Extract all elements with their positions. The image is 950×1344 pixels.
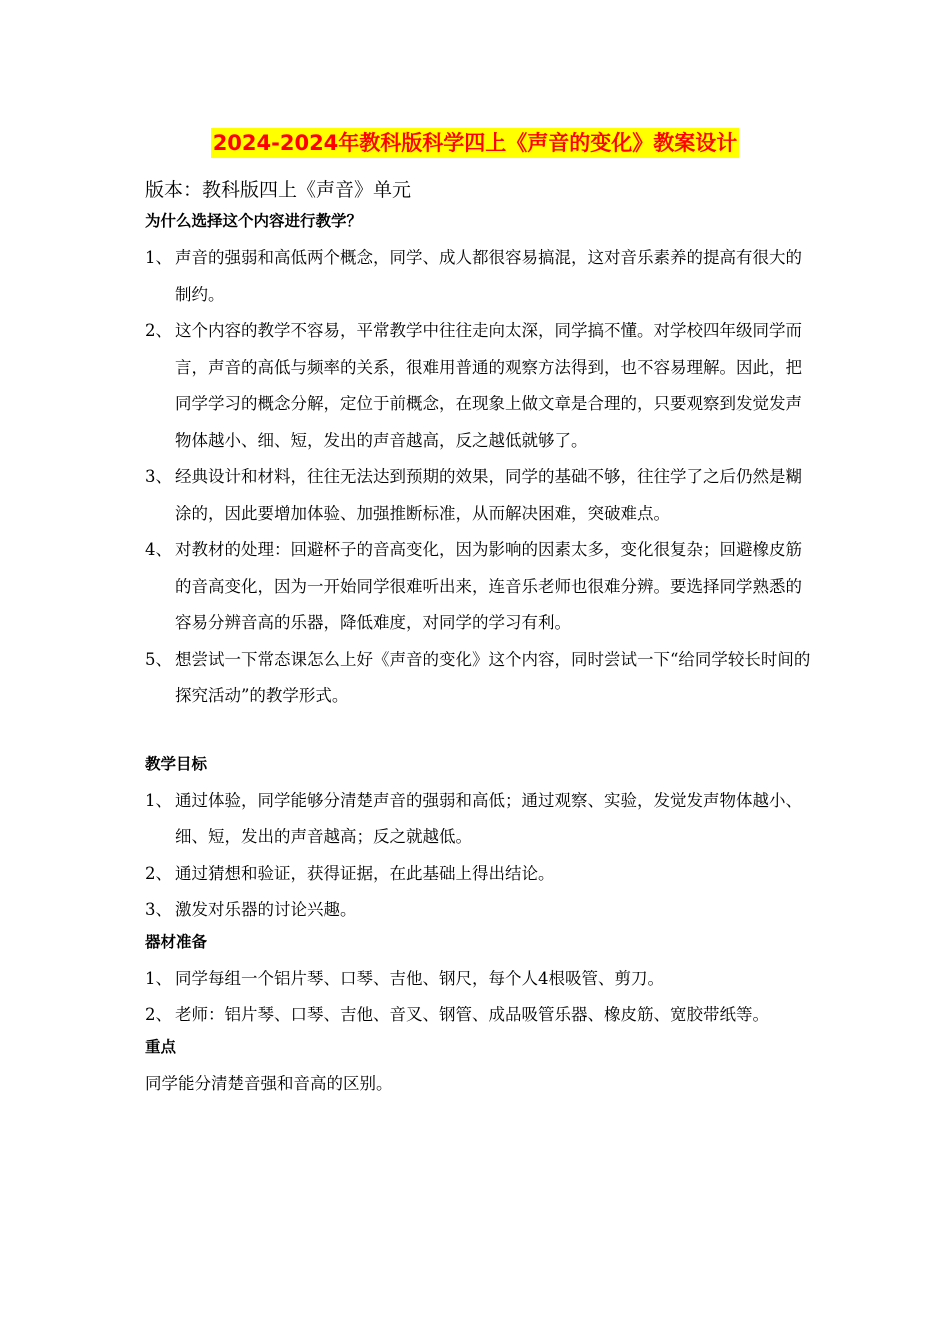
section-heading-goals: 教学目标 [145,754,208,773]
item-text: 激发对乐器的讨论兴趣。 [175,900,357,919]
blank-line [145,715,815,751]
item-text: 通过体验，同学能够分清楚声音的强弱和高低；通过观察、实验，发觉发声物体越小、细、短，发出的声音越高；反之就越低。 [175,790,802,846]
item-number: 3、 [145,467,172,486]
list-item [145,313,815,459]
list-item [145,642,815,715]
list-item [145,997,815,1034]
item-number: 1、 [145,248,172,267]
section-heading-why: 为什么选择这个内容进行教学？ [145,212,363,230]
item-number: 3、 [145,900,172,919]
goals-list [145,783,815,929]
materials-list [145,961,815,1034]
item-number: 2、 [145,1005,172,1024]
list-item [145,783,815,856]
list-item [145,532,815,642]
list-item [145,892,815,929]
item-number: 2、 [145,863,172,883]
item-text: 老师：铝片琴、口琴、吉他、音叉、钢管、成品吸管乐器、橡皮筋、宽胶带纸等。 [175,1005,769,1024]
section-heading-materials: 器材准备 [145,932,208,951]
list-item [145,961,815,998]
document-page [145,128,815,1102]
item-text: 声音的强弱和高低两个概念，同学、成人都很容易搞混，这对音乐素养的提高有很大的制约。 [175,248,802,304]
list-item [145,240,815,313]
item-number: 5、 [145,649,172,669]
item-text: 想尝试一下常态课怎么上好《声音的变化》这个内容，同时尝试一下“给同学较长时间的探究活动”的教学形式。 [175,649,811,705]
edition-line: 版本：教科版四上《声音》单元 [145,179,412,201]
section-heading-key: 重点 [145,1037,177,1056]
why-list [145,240,815,715]
document-title: 2024-2024年教科版科学四上《声音的变化》教案设计 [211,128,740,158]
item-number: 1、 [145,968,172,988]
key-point-text: 同学能分清楚音强和音高的区别。 [145,1073,393,1093]
item-number: 4、 [145,540,172,559]
list-item [145,856,815,893]
item-text: 同学每组一个铝片琴、口琴、吉他、钢尺，每个人4根吸管、剪刀。 [175,968,664,988]
item-text: 这个内容的教学不容易，平常教学中往往走向太深，同学搞不懂。对学校四年级同学而言，声音的高低与频率的关系，很难用普通的观察方法得到，也不容易理解。因此，把同学学习的概念分解，定位于前概念，在现象上做文章是合理的，只要观察到发觉发声物体越小、细、短，发出的声音越高，反之越低就够了。 [175,321,802,450]
item-number: 1、 [145,790,172,810]
title-wrapper [135,128,815,158]
item-text: 通过猜想和验证，获得证据，在此基础上得出结论。 [175,863,555,883]
item-number: 2、 [145,321,172,340]
item-text: 对教材的处理：回避杯子的音高变化，因为影响的因素太多，变化很复杂；回避橡皮筋的音高变化，因为一开始同学很难听出来，连音乐老师也很难分辨。要选择同学熟悉的容易分辨音高的乐器，降低难度，对同学的学习有利。 [175,540,802,632]
list-item [145,459,815,532]
item-text: 经典设计和材料，往往无法达到预期的效果，同学的基础不够，往往学了之后仍然是糊涂的，因此要增加体验、加强推断标准，从而解决困难，突破难点。 [175,467,802,523]
